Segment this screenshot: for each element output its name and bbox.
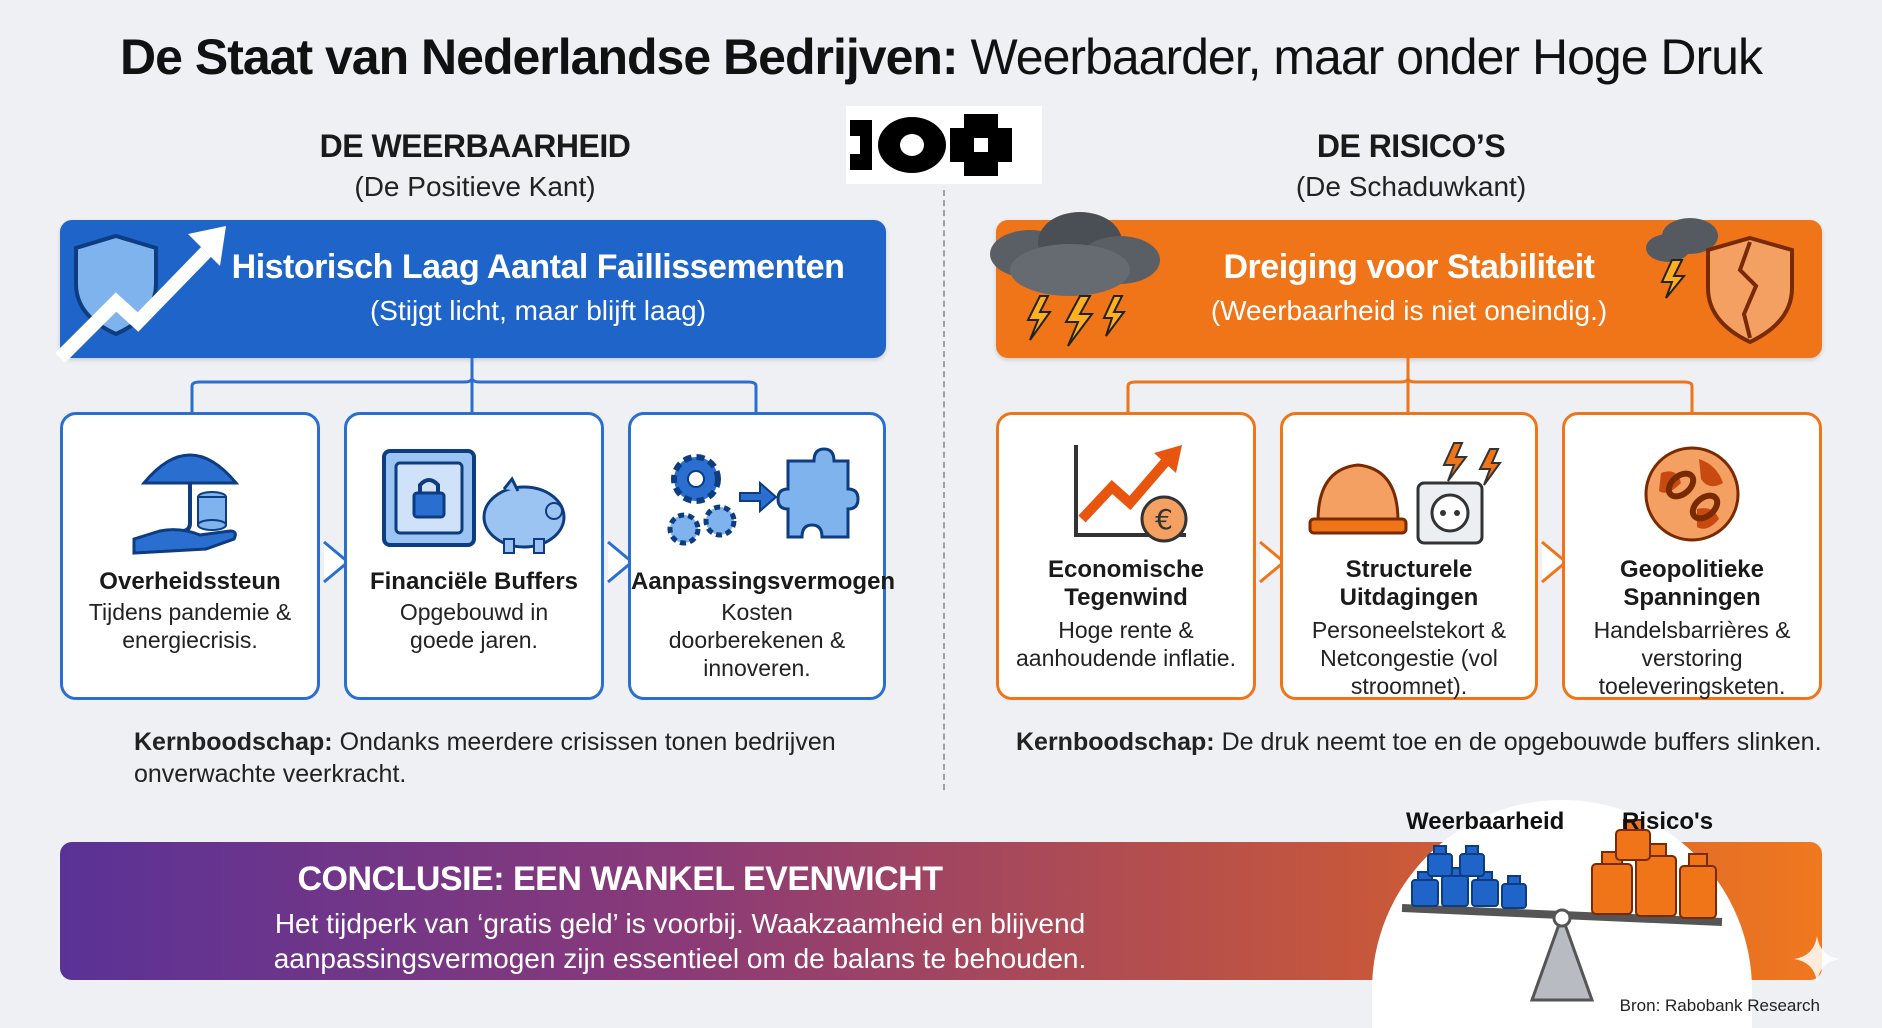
right-banner-subtitle: (Weerbaarheid is niet oneindig.)	[1210, 295, 1608, 326]
scale-label-right: Risico's	[1622, 808, 1714, 835]
page-title	[0, 28, 1882, 86]
globe-broken-chain-icon	[1637, 439, 1747, 549]
left-connectors	[60, 358, 886, 414]
card-desc: Hoge rente & aanhoudende inflatie.	[1016, 617, 1236, 671]
right-heading: DE RISICO’S	[1316, 128, 1506, 164]
left-section-head	[240, 128, 710, 203]
card-aanpassingsvermogen	[628, 412, 896, 700]
scale-label-left: Weerbaarheid	[1406, 808, 1565, 835]
left-banner-title: Historisch Laag Aantal Faillissementen	[231, 248, 845, 286]
title-rest: Weerbaarder, maar onder Hoge Druk	[957, 29, 1762, 85]
safe-piggybank-icon	[374, 431, 574, 561]
card-title: Economische Tegenwind	[1047, 556, 1205, 611]
card-desc: Personeelstekort & Netcongestie (vol stroomnet).	[1311, 617, 1507, 699]
card-desc: Tijdens pandemie & energiecrisis.	[88, 599, 292, 653]
key-label: Kernboodschap:	[134, 728, 333, 756]
card-title: Geopolitieke Spanningen	[1619, 556, 1765, 611]
sparkle-icon	[1792, 934, 1842, 984]
card-title: Financiële Buffers	[369, 568, 579, 595]
source-note: Bron: Rabobank Research	[1619, 996, 1820, 1015]
broken-shield-icon	[1632, 206, 1812, 356]
right-section-head	[1176, 128, 1646, 203]
conclusion-title: CONCLUSIE: EEN WANKEL EVENWICHT	[297, 860, 943, 898]
card-geopolitieke-spanningen	[1562, 412, 1822, 700]
left-key-message	[130, 726, 850, 790]
right-connectors	[996, 358, 1822, 414]
card-desc: Handelsbarrières & verstoring toeleveringsketen.	[1593, 617, 1791, 699]
right-banner-title: Dreiging voor Stabiliteit	[1223, 248, 1595, 286]
storm-clouds-icon	[980, 204, 1170, 354]
card-title: Structurele Uitdagingen	[1339, 556, 1479, 611]
card-desc: Kosten doorberekenen & innoveren.	[668, 599, 846, 681]
shield-arrow-icon	[56, 222, 236, 362]
card-desc: Opgebouwd in goede jaren.	[399, 599, 549, 653]
card-title: Overheidssteun	[99, 568, 281, 595]
key-label: Kernboodschap:	[1016, 728, 1215, 756]
conclusion-body: Het tijdperk van ‘gratis geld’ is voorbij. Waakzaamheid en blijvend aanpassingsvermogen zijn essentieel om de balans te behouden.	[273, 908, 1087, 974]
title-bold: De Staat van Nederlandse Bedrijven:	[120, 29, 958, 85]
card-economische-tegenwind	[996, 412, 1256, 700]
gears-puzzle-icon	[652, 431, 862, 561]
right-key-message	[1016, 726, 1836, 758]
right-subheading: (De Schaduwkant)	[1295, 171, 1527, 202]
card-overheidssteun	[60, 412, 320, 700]
card-title: Aanpassingsvermogen	[631, 568, 896, 595]
left-heading: DE WEERBAARHEID	[319, 128, 631, 164]
key-text: Ondanks meerdere crisissen tonen bedrijven onverwachte veerkracht.	[134, 728, 836, 788]
card-structurele-uitdagingen	[1280, 412, 1538, 700]
left-banner-subtitle: (Stijgt licht, maar blijft laag)	[369, 295, 707, 326]
brand-logo	[846, 106, 1042, 184]
umbrella-coins-icon	[130, 431, 250, 561]
svg-text:€: €	[1155, 503, 1173, 536]
key-text: De druk neemt toe en de opgebouwde buffers slinken.	[1214, 728, 1822, 756]
section-divider	[943, 190, 945, 790]
hardhat-socket-icon	[1304, 439, 1514, 549]
card-financiele-buffers	[344, 412, 604, 700]
left-subheading: (De Positieve Kant)	[354, 171, 596, 202]
rising-chart-euro-icon	[1056, 439, 1196, 549]
